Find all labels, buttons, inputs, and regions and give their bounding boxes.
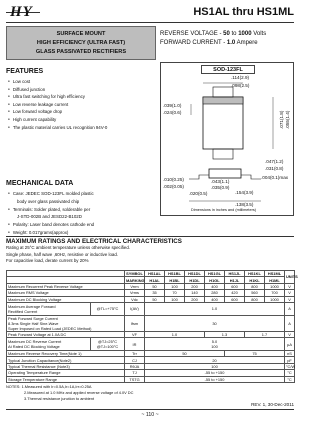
side-lead-right [241, 175, 261, 179]
package-body-top-view [203, 97, 243, 149]
key-specs [160, 30, 294, 48]
reverse-voltage-spec [160, 30, 294, 39]
param-symbol: TSTG [125, 376, 145, 382]
dim-top-width: .114(2.9) [231, 75, 250, 80]
note-item: 2.Measured at 1.0 MHz and applied reverse voltage of 4.0V DC [24, 390, 134, 395]
param-name [7, 338, 91, 351]
param-name: Maximum DC Blocking Voltage [7, 296, 125, 302]
forward-current-unit: Ampere [236, 40, 258, 46]
param-unit: °C [285, 370, 295, 376]
company-logo [6, 4, 48, 20]
param-value: 400 [205, 283, 225, 289]
logo-text: HY [10, 4, 33, 20]
param-unit: V [285, 296, 295, 302]
param-value: 1000 [265, 296, 285, 302]
dim-b5: .020(0.5) [189, 191, 208, 196]
marking-code: H1DL [185, 277, 205, 283]
param-value: 800 [245, 283, 265, 289]
cathode-band [203, 97, 243, 104]
dim-b1: .010(0.25) [163, 177, 184, 182]
ratings-conditions [6, 245, 206, 265]
param-name-line: Maximum DC Reverse Current [8, 339, 62, 345]
param-unit: V [285, 290, 295, 296]
param-name-line: Maximum Average Forward [8, 303, 56, 309]
dim-b7: .138(3.5) [235, 202, 254, 207]
param-value: 30 [145, 315, 285, 331]
lead-bottom [213, 149, 233, 159]
lead-top [213, 87, 233, 97]
param-symbol: VF [125, 331, 145, 337]
product-subtitle-box [6, 26, 156, 60]
param-symbol: I(AV) [125, 302, 145, 315]
dim-left-height-min: .024(0.6) [163, 110, 182, 115]
mechanical-item: ● Case: JEDEC SOD-123FL molded plastic [8, 190, 158, 198]
ratings-table [6, 270, 298, 383]
feature-item: ● Low reverse leakage current [8, 101, 148, 109]
forward-current-spec [160, 39, 294, 48]
param-name [7, 315, 125, 331]
param-name-line: 8.3ms Single Half Sine-Wave [8, 320, 59, 326]
param-value: -55 to +150 [145, 370, 285, 376]
table-row [7, 315, 295, 331]
param-unit: A [285, 315, 295, 331]
dim-right-height-min: .055(1.4) [285, 110, 290, 129]
table-row [7, 376, 295, 382]
marking-code: H1AL [145, 277, 165, 283]
side-lead-left [189, 175, 209, 179]
param-name: Maximum Reverse Recovery Time(Note 1) [7, 350, 125, 356]
param-value: 100 [165, 296, 185, 302]
header-part: HS1JL [225, 271, 245, 277]
param-symbol: Trr [125, 350, 145, 356]
param-name-line: Peak Forward Surge Current [8, 315, 58, 321]
package-outline-drawing [161, 75, 293, 207]
param-condition-line: @TJ=100°C [96, 344, 119, 350]
table-notes [6, 384, 206, 402]
param-value: 1.7 [245, 331, 285, 337]
param-value: 50 [145, 283, 165, 289]
feature-item: ● Low forward voltage drop [8, 108, 148, 116]
param-name-line: Super Imposed on Rated Load (JEDEC Method) [8, 325, 92, 331]
table-row [7, 338, 295, 351]
param-value: 50 [145, 350, 225, 356]
rating-condition: Rating at 25°C ambient temperature unless otherwise specified. [6, 245, 131, 250]
mechanical-item: ● Weight: 0.017grams(approx) [8, 229, 158, 237]
feature-item: ● Low cost [8, 78, 148, 86]
param-name: Typical Junction Capacitance(Note2) [7, 357, 125, 363]
marking-code: H1KL [245, 277, 265, 283]
param-symbol: Ifsm [125, 315, 145, 331]
table-row [7, 302, 295, 315]
param-value: 200 [185, 296, 205, 302]
feature-item: ● Ultra fast switching for high efficiency [8, 93, 148, 101]
header-units: UNITS [285, 271, 295, 284]
dim-b6: .154(3.9) [235, 190, 254, 195]
param-value: 560 [245, 290, 265, 296]
param-name: Operating Temperature Range [7, 370, 125, 376]
marking-code: H1GL [205, 277, 225, 283]
reverse-voltage-to: to [231, 31, 237, 37]
header-divider [6, 22, 294, 23]
dim-right-height: .071(1.8) [279, 110, 284, 129]
param-condition [91, 338, 125, 351]
rating-condition: For capacitive load, derate current by 20% [6, 258, 89, 264]
param-condition-line: @TJ=25°C [97, 339, 118, 345]
param-symbol: RθJA [125, 363, 145, 369]
param-name: Maximum RMS Voltage [7, 290, 125, 296]
param-value: 100 [165, 283, 185, 289]
dim-lead-thickness: .004(0.1)max [261, 175, 289, 180]
param-value-line: 100 [211, 344, 218, 350]
param-value: 50 [145, 296, 165, 302]
header-part: HS1GL [205, 271, 225, 277]
feature-item: ● High current capability [8, 116, 148, 124]
page-header [6, 4, 294, 22]
features-heading: FEATURES [6, 68, 44, 75]
param-symbol: TJ [125, 370, 145, 376]
page-number: ~ 110 ~ [141, 412, 159, 418]
mechanical-item: ● Polarity: Laser band denotes cathode end [8, 221, 158, 229]
param-value: 75 [225, 350, 285, 356]
forward-current-value: 1.0 [226, 40, 236, 46]
package-drawing-box [160, 62, 294, 216]
param-value: 1000 [265, 283, 285, 289]
param-name: Maximum Recurrent Peak Reverse Voltage [7, 283, 125, 289]
param-name [7, 302, 91, 315]
param-value: 1.3 [205, 331, 245, 337]
ratings-heading: MAXIMUM RATINGS AND ELECTRICAL CHARACTERISTICS [6, 236, 294, 245]
mechanical-item: ● Terminals: Solder plated, solderable per [8, 206, 158, 214]
param-value: 140 [185, 290, 205, 296]
param-name: Typical Thermal Resistance (Note3) [7, 363, 125, 369]
header-symbol: SYMBOL [126, 271, 143, 277]
param-unit: pF [285, 357, 295, 363]
header-part: HS1ML [265, 271, 285, 277]
rating-condition: Single phase, half wave ,60Hz, resistive or inductive load. [6, 251, 119, 257]
param-symbol: Vrms [125, 290, 145, 296]
mechanical-item-continued: J-STD-002B and JESD22-B102D [17, 214, 82, 220]
reverse-voltage-max: 1000 [238, 31, 252, 37]
param-value: 600 [225, 283, 245, 289]
forward-current-label: FORWARD CURRENT - [160, 40, 226, 46]
param-value: -55 to +150 [145, 376, 285, 382]
param-value: 100 [145, 363, 285, 369]
header-part: HS1AL [145, 271, 165, 277]
subtitle-line-3: GLASS PASSIVATED RECTIFIERS [35, 49, 127, 55]
document-title: HS1AL thru HS1ML [193, 6, 294, 18]
param-name: Peak Forward Voltage at 1.0A DC [7, 331, 125, 337]
package-label: SOD-123FL [201, 65, 255, 74]
subtitle-line-1: SURFACE MOUNT [56, 31, 106, 37]
param-symbol: Vrrm [125, 283, 145, 289]
note-item: NOTES: 1.Measured with Ir=0.5A,Ir=1A,Irr=0.25A [6, 384, 92, 389]
param-value: 800 [245, 296, 265, 302]
dim-left-height: .039(1.0) [163, 103, 182, 108]
dim-b4: .035(0.9) [211, 185, 230, 190]
footer-divider [6, 409, 294, 410]
param-unit: A [285, 302, 295, 315]
mechanical-item-continued: body over glass passivated chip [17, 198, 80, 204]
param-name-line: Rectified Current [8, 308, 38, 314]
feature-item: ● Diffused junction [8, 86, 148, 94]
param-value: 35 [145, 290, 165, 296]
param-unit: nS [285, 350, 295, 356]
param-value: 1.0 [145, 302, 285, 315]
param-unit: °C [285, 376, 295, 382]
param-name: Storage Temperature Range [7, 376, 125, 382]
revision-label: REV. 1, 30-Dec-2011 [251, 402, 294, 407]
header-part: HS1DL [185, 271, 205, 277]
param-value-line: 5.0 [211, 339, 218, 345]
mechanical-data-heading: MECHANICAL DATA [6, 180, 74, 187]
reverse-voltage-unit: Volts [253, 31, 267, 37]
marking-code: H1BL [165, 277, 185, 283]
param-unit: V [285, 331, 295, 337]
param-condition: @TL=+75°C [91, 302, 125, 315]
dim-side-r2: .031(0.8) [265, 166, 284, 171]
feature-item: ● The plastic material carries UL recognition 94V-0 [8, 124, 148, 132]
param-symbol: IR [125, 338, 145, 351]
param-symbol: Vdc [125, 296, 145, 302]
param-value: 280 [205, 290, 225, 296]
header-part: HS1BL [165, 271, 185, 277]
param-unit: V [285, 283, 295, 289]
reverse-voltage-label: REVERSE VOLTAGE - [160, 31, 222, 37]
subtitle-line-2: HIGH EFFICIENCY (ULTRA FAST) [36, 40, 126, 46]
dimension-note: Dimensions in inches and (millimeters) [191, 208, 256, 212]
param-value: 20 [145, 357, 285, 363]
dim-top-width-min: .098(2.5) [231, 83, 250, 88]
param-unit: °C/W [286, 363, 296, 369]
param-name-line: At Rated DC Blocking Voltage [8, 344, 60, 350]
header-part: HS1KL [245, 271, 265, 277]
reverse-voltage-min: 50 [223, 31, 230, 37]
param-value: 200 [185, 283, 205, 289]
param-value [145, 338, 285, 351]
marking-code: H1JL [225, 277, 245, 283]
package-body-side-view [209, 169, 241, 178]
param-unit: µA [285, 338, 295, 351]
note-item: 3.Thermal resistance junction to ambient [24, 396, 95, 401]
header-marking: MARKING [126, 277, 145, 283]
param-value: 600 [225, 296, 245, 302]
mechanical-data-list [8, 190, 158, 237]
dim-b2: .002(0.05) [163, 184, 184, 189]
marking-code: H1ML [265, 277, 285, 283]
features-list [8, 78, 148, 131]
param-symbol: CJ [125, 357, 145, 363]
param-value: 420 [225, 290, 245, 296]
param-value: 1.0 [145, 331, 205, 337]
dim-side-r1: .047(1.2) [265, 159, 284, 164]
param-value: 400 [205, 296, 225, 302]
dim-b3: .043(1.1) [211, 179, 230, 184]
param-value: 70 [165, 290, 185, 296]
param-value: 700 [265, 290, 285, 296]
